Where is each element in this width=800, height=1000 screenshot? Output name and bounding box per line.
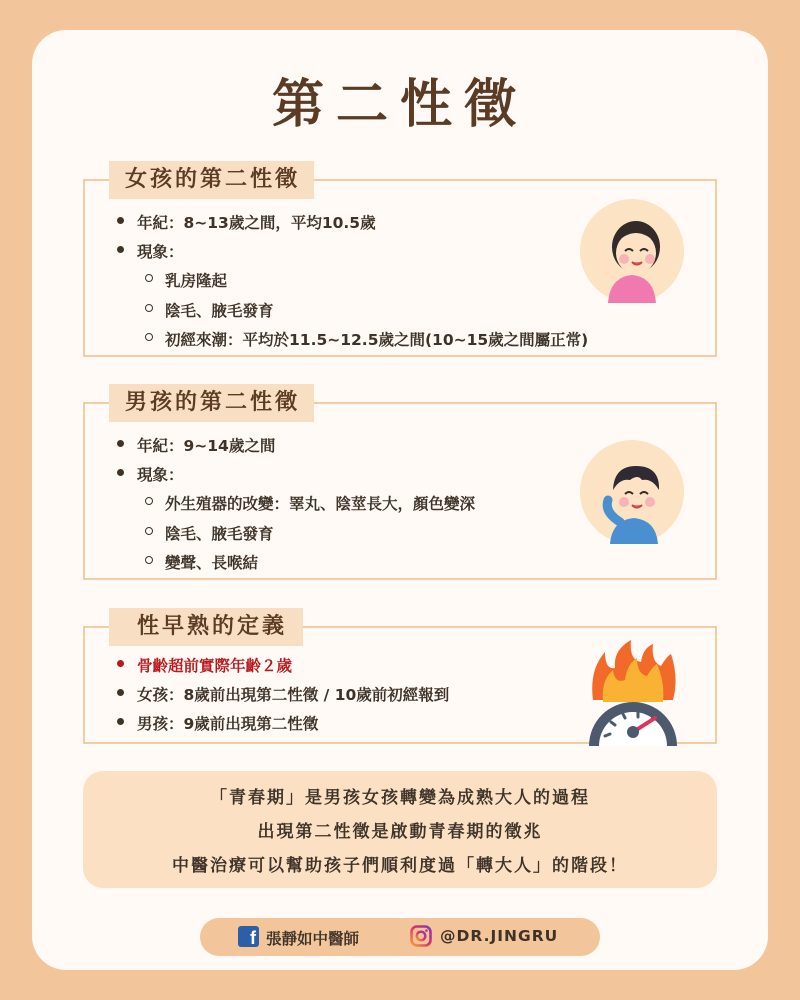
girls-section bbox=[83, 167, 717, 357]
list-item: 變聲、長喉結 bbox=[145, 551, 258, 573]
facebook-icon[interactable]: f bbox=[238, 926, 259, 947]
girl-avatar-icon bbox=[580, 199, 684, 303]
footer-pill bbox=[200, 918, 600, 956]
precocious-section bbox=[83, 614, 717, 744]
summary-line: 「青春期」是男孩女孩轉變為成熟大人的過程 bbox=[210, 788, 590, 808]
list-item: 骨齡超前實際年齡２歲 bbox=[117, 654, 292, 676]
speedometer-fire-icon bbox=[583, 640, 683, 746]
list-item: 女孩：8歲前出現第二性徵 / 10歲前初經報到 bbox=[117, 683, 449, 705]
facebook-name[interactable]: 張靜如中醫師 bbox=[266, 930, 360, 948]
boy-avatar-icon bbox=[580, 440, 684, 544]
boys-heading: 男孩的第二性徵 bbox=[109, 384, 314, 422]
instagram-icon[interactable] bbox=[410, 925, 432, 947]
list-item: 男孩：9歲前出現第二性徵 bbox=[117, 712, 318, 734]
list-item: 年紀：8~13歲之間，平均10.5歲 bbox=[117, 211, 376, 233]
list-item: 年紀：9~14歲之間 bbox=[117, 434, 275, 456]
page-title: 第二性徵 bbox=[271, 75, 528, 135]
summary-panel bbox=[83, 771, 717, 888]
list-item: 陰毛、腋毛發育 bbox=[145, 522, 274, 544]
list-item: 初經來潮：平均於11.5~12.5歲之間(10~15歲之間屬正常) bbox=[145, 328, 588, 350]
list-item: 現象： bbox=[117, 240, 184, 262]
boys-section bbox=[83, 390, 717, 580]
list-item: 外生殖器的改變：睪丸、陰莖長大，顏色變深 bbox=[145, 492, 475, 514]
summary-line: 出現第二性徵是啟動青春期的徵兆 bbox=[257, 822, 543, 842]
list-item: 現象： bbox=[117, 463, 184, 485]
precocious-heading: 性早熟的定義 bbox=[109, 608, 303, 646]
instagram-handle[interactable]: @DR.JINGRU bbox=[440, 927, 559, 945]
summary-line: 中醫治療可以幫助孩子們順利度過「轉大人」的階段！ bbox=[172, 856, 628, 876]
list-item: 陰毛、腋毛發育 bbox=[145, 299, 274, 321]
list-item: 乳房隆起 bbox=[145, 269, 227, 291]
girls-heading: 女孩的第二性徵 bbox=[109, 161, 314, 199]
